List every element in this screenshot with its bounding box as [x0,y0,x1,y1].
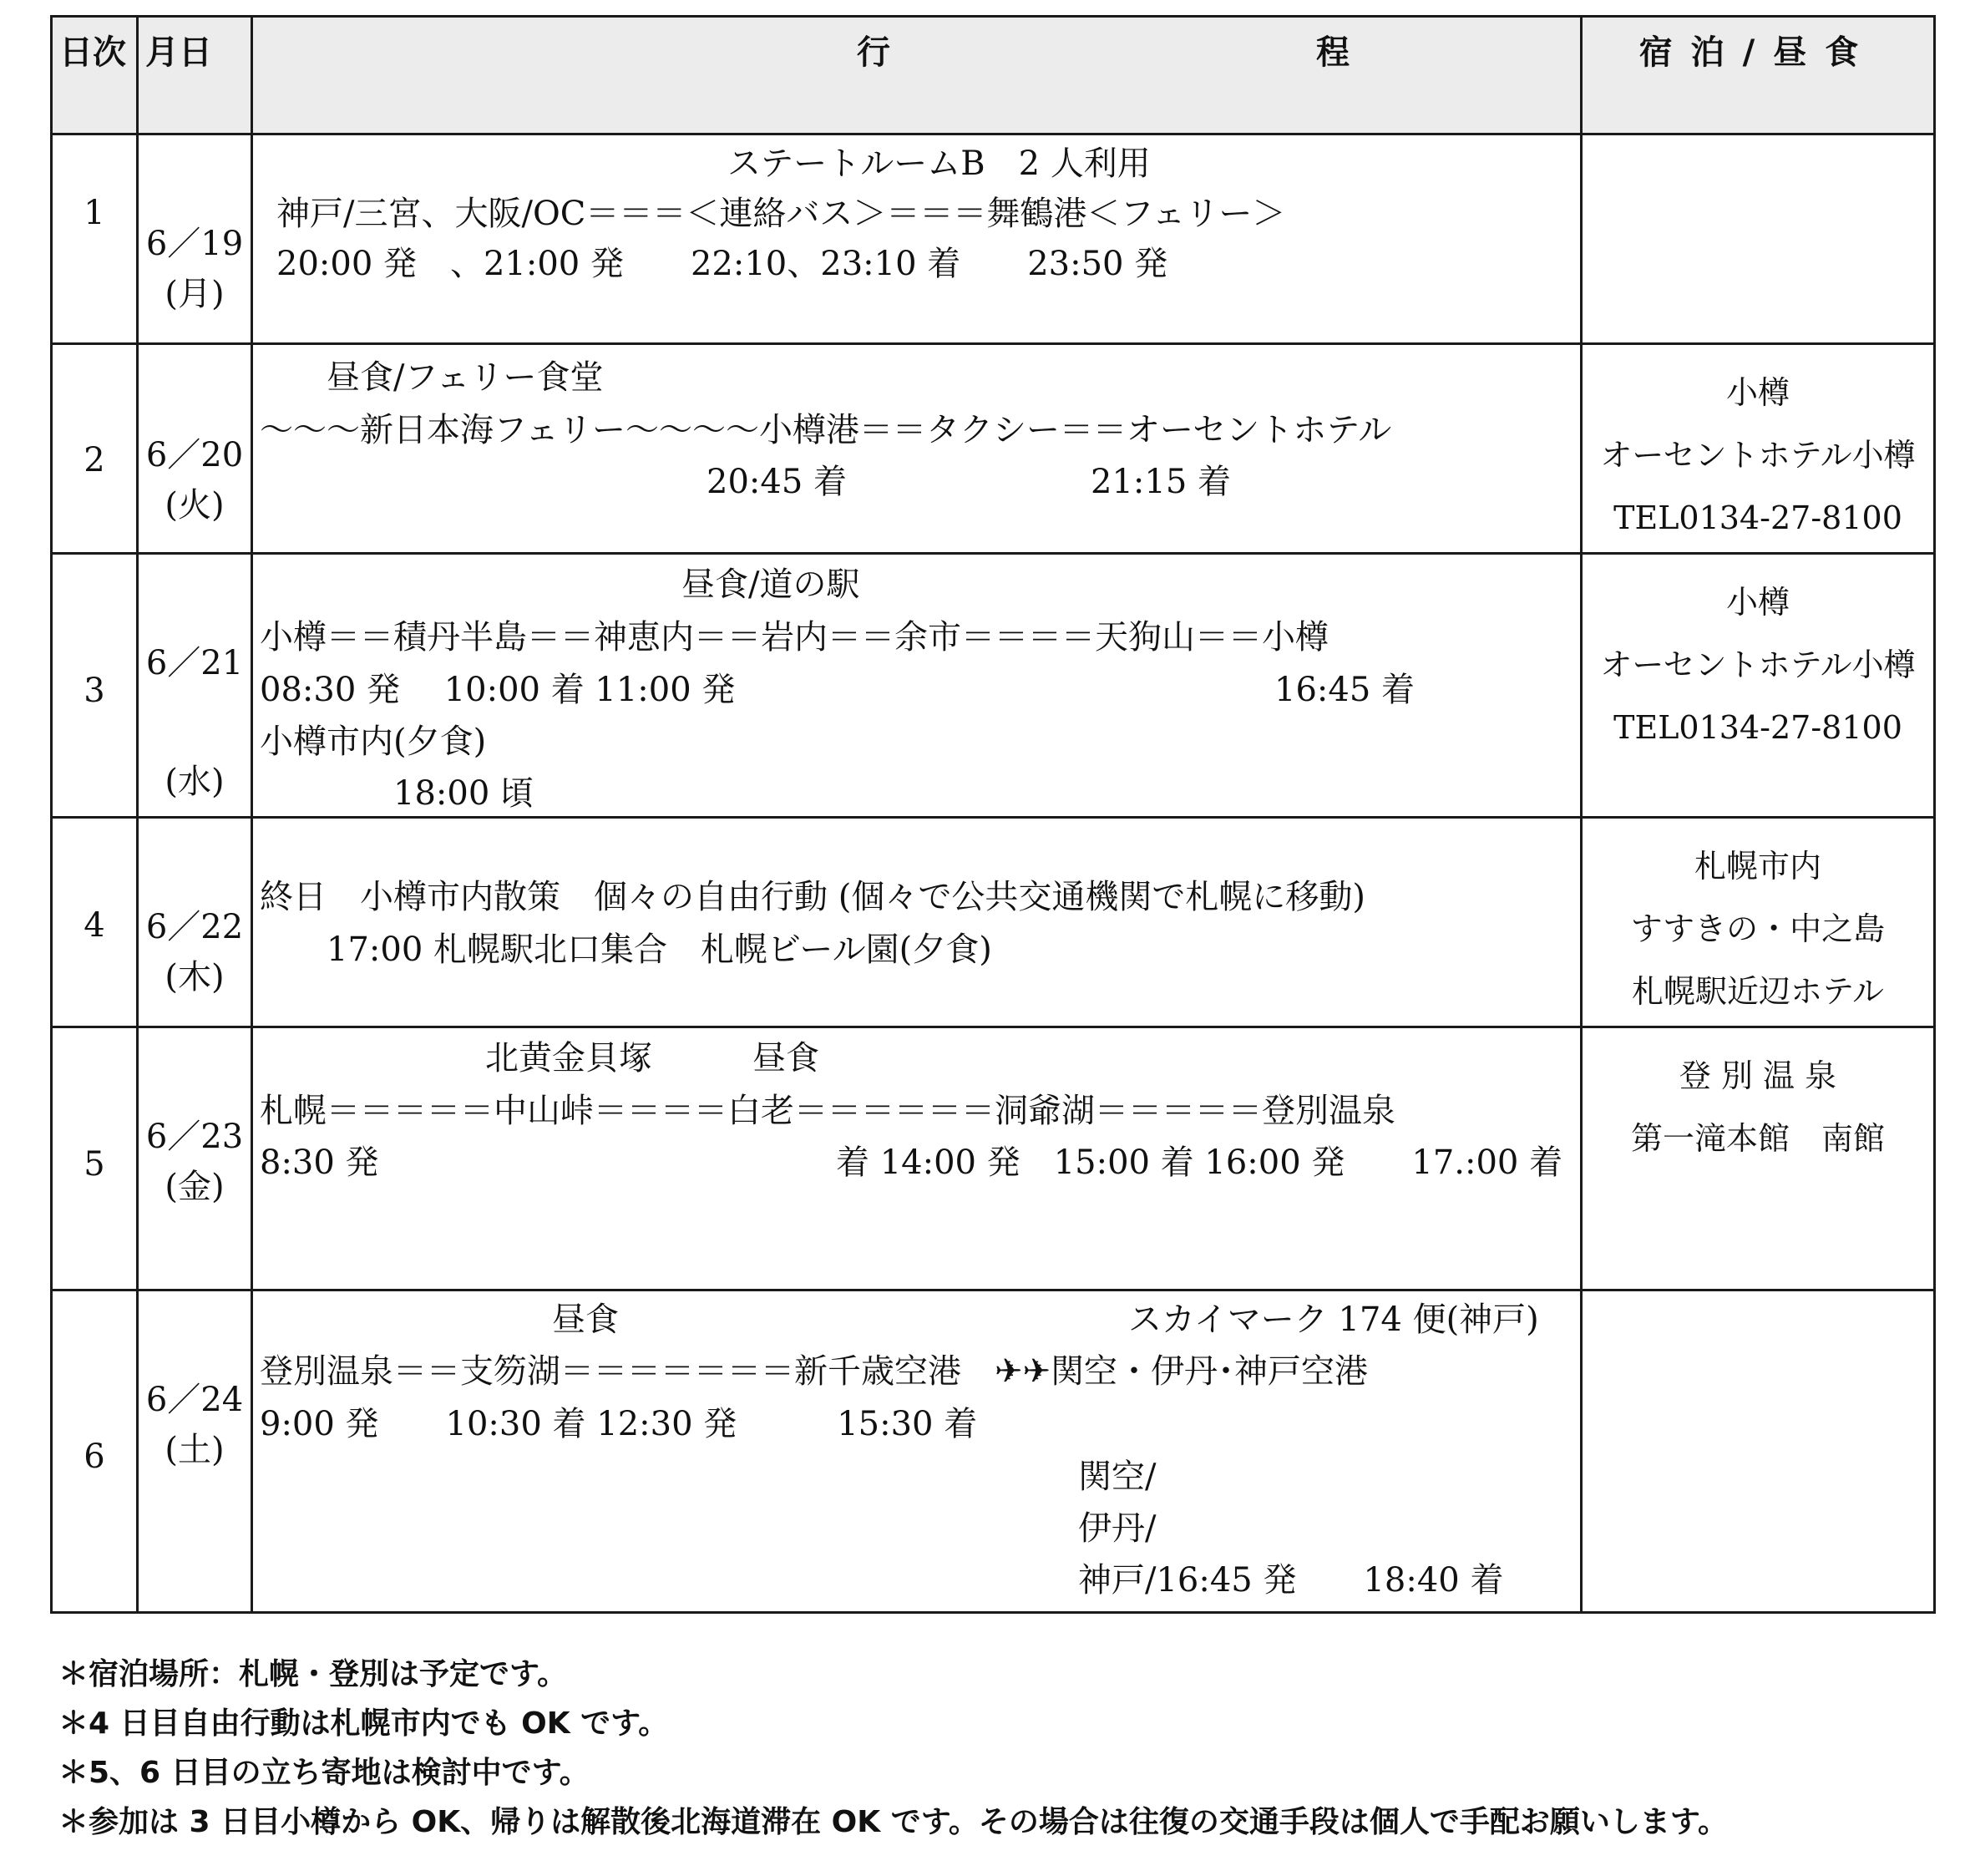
table-header-row [52,17,1935,134]
stay-line: 札幌市内 [1694,848,1821,885]
table-row [52,1290,1935,1613]
stay-line: すすきの・中之島 [1630,910,1886,947]
day-number-text: 5 [84,1145,105,1184]
route-line: 登別温泉＝＝支笏湖＝＝＝＝＝＝＝新千歳空港 ✈✈関空・伊丹･神戸空港 [260,1352,1369,1391]
note-line: ＊4 日目自由行動は札幌市内でも OK です。 [58,1706,669,1741]
day-number-text: 1 [84,194,105,232]
route-line: 着 14:00 発 15:00 着 16:00 発 17.:00 着 [836,1143,1563,1182]
route-cell [252,554,1582,818]
route-line: 16:45 着 [1274,671,1415,709]
route-line: 神戸/16:45 発 18:40 着 [1078,1561,1504,1600]
date-cell [138,554,252,818]
route-line: 終日 小樽市内散策 個々の自由行動 (個々で公共交通機関で札幌に移動) [260,878,1365,916]
date-text: 6／22 [145,908,244,946]
route-line: 20:00 発 、21:00 発 22:10、23:10 着 23:50 発 [276,245,1168,283]
weekday-text: (火) [165,486,225,525]
day-number [52,1290,138,1613]
day-number-text: 2 [84,441,105,479]
route-line: 9:00 発 10:30 着 12:30 発 15:30 着 [260,1405,978,1443]
route-cell [252,818,1582,1027]
route-line: ステートルームB 2 人利用 [727,145,1151,183]
date-text: 6／23 [145,1118,244,1156]
stay-line: オーセントホテル小樽 [1600,646,1916,683]
route-line: 札幌＝＝＝＝＝中山峠＝＝＝＝白老＝＝＝＝＝＝洞爺湖＝＝＝＝＝登別温泉 [260,1092,1395,1130]
note-line: ＊5、6 日目の立ち寄地は検討中です。 [58,1756,590,1790]
stay-line: TEL0134-27-8100 [1613,499,1902,536]
notes-section [58,1650,1728,1847]
day-number [52,818,138,1027]
header-route [252,17,1582,134]
note-line: ＊参加は 3 日目小樽から OK、帰りは解散後北海道滞在 OK です。その場合は往復の交通手段は個人で手配お願いします。 [58,1805,1728,1839]
stay-cell [1582,1290,1935,1613]
day-number [52,344,138,554]
header-route-a: 行 [857,33,890,72]
header-day: 日次 [52,17,138,134]
stay-line: TEL0134-27-8100 [1613,709,1902,746]
route-cell [252,1027,1582,1290]
route-line: 小樽市内(夕食) [260,723,487,761]
stay-line: 小樽 [1725,374,1790,411]
route-line: 昼食 [552,1301,619,1339]
note-line: ＊宿泊場所：札幌・登別は予定です。 [58,1657,568,1691]
day-number-text: 4 [84,906,105,945]
stay-cell [1582,1027,1935,1290]
route-line: 北黄金貝塚 昼食 [485,1039,819,1077]
weekday-text: (水) [165,763,225,801]
weekday-text: (金) [165,1168,225,1206]
stay-cell [1582,344,1935,554]
stay-cell [1582,134,1935,344]
route-line: 21:15 着 [1091,463,1231,501]
route-line: 20:45 着 [706,463,847,501]
day-number [52,134,138,344]
route-cell [252,1290,1582,1613]
itinerary-table [50,15,1936,1614]
route-line: 08:30 発 10:00 着 11:00 発 [260,671,736,709]
table-row [52,1027,1935,1290]
date-cell [138,1027,252,1290]
route-line: ～～～新日本海フェリー～～～～小樽港＝＝タクシー＝＝オーセントホテル [260,411,1392,449]
date-cell [138,134,252,344]
route-line: 伊丹/ [1078,1509,1157,1548]
day-number-text: 6 [84,1437,105,1476]
header-date: 月日 [138,17,252,134]
date-text: 6／20 [145,436,244,474]
stay-line: 登 別 温 泉 [1679,1057,1837,1094]
stay-line: 札幌駅近辺ホテル [1631,973,1885,1010]
route-line: 昼食/道の駅 [681,565,860,604]
date-text: 6／19 [145,225,244,263]
weekday-text: (木) [165,958,225,996]
day-number [52,1027,138,1290]
stay-line: 第一滝本館 南館 [1630,1120,1885,1157]
stay-cell [1582,554,1935,818]
date-text: 6／24 [145,1381,244,1419]
date-cell [138,344,252,554]
route-cell [252,344,1582,554]
table-row [52,344,1935,554]
route-line: 8:30 発 [260,1143,379,1182]
stay-cell [1582,818,1935,1027]
day-number-text: 3 [84,672,105,710]
table-row [52,818,1935,1027]
route-line: 18:00 頃 [393,774,534,813]
table-row [52,134,1935,344]
weekday-text: (月) [165,275,225,313]
date-cell [138,818,252,1027]
header-route-b: 程 [1316,33,1350,72]
weekday-text: (土) [165,1431,225,1469]
route-line: スカイマーク 174 便(神戸) [1128,1301,1539,1339]
route-line: 昼食/フェリー食堂 [327,358,604,397]
stay-line: 小樽 [1725,584,1790,621]
route-line: 小樽＝＝積丹半島＝＝神恵内＝＝岩内＝＝余市＝＝＝＝天狗山＝＝小樽 [260,618,1329,657]
date-text: 6／21 [145,644,244,682]
route-cell [252,134,1582,344]
stay-line: オーセントホテル小樽 [1600,437,1916,474]
day-number [52,554,138,818]
table-row [52,554,1935,818]
date-cell [138,1290,252,1613]
route-line: 関空/ [1078,1458,1157,1496]
header-stay: 宿泊/昼食 [1582,17,1935,134]
route-line: 神戸/三宮、大阪/OC＝＝＝＜連絡バス＞＝＝＝舞鶴港＜フェリー＞ [276,195,1286,233]
route-line: 17:00 札幌駅北口集合 札幌ビール園(夕食) [327,930,992,969]
